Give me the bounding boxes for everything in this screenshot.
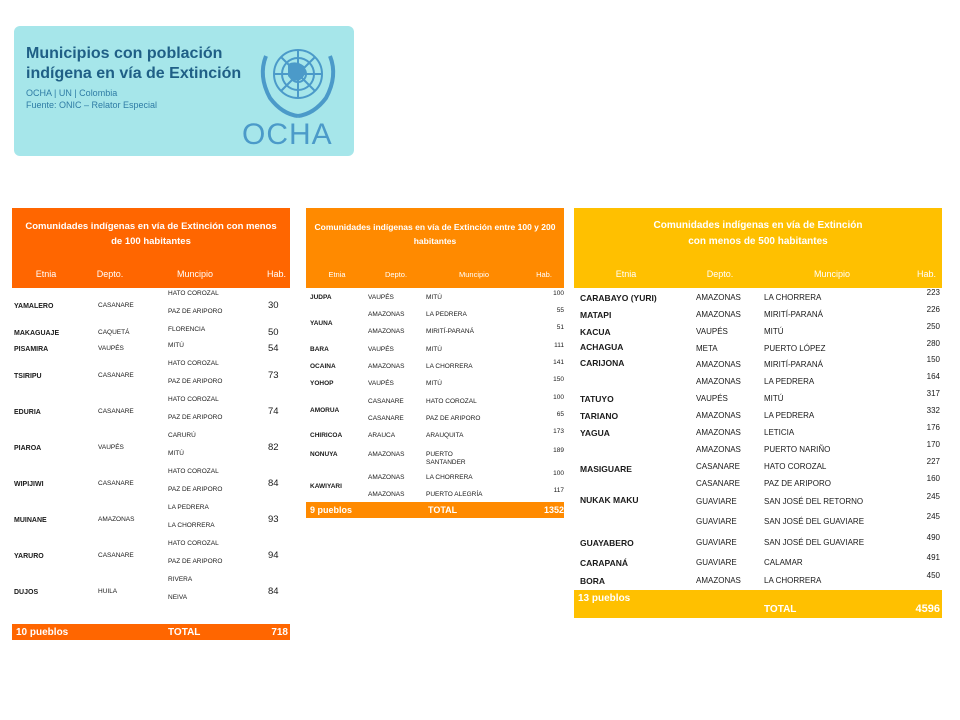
hab-cell: 55 — [556, 307, 564, 314]
depto-cell: GUAVIARE — [696, 497, 737, 506]
hab-cell: 54 — [268, 343, 279, 354]
etnia-cell: CHIRICOA — [310, 432, 343, 439]
depto-cell: CASANARE — [98, 552, 134, 559]
depto-cell: CASANARE — [98, 408, 134, 415]
municipio-cell: PAZ DE ARIPORO — [764, 479, 831, 488]
municipio-cell: MIRITÍ-PARANÁ — [764, 310, 823, 319]
municipio-cell: LA PEDRERA — [764, 377, 815, 386]
municipio-cell: CARURÚ — [168, 432, 196, 439]
total-value: 718 — [271, 626, 288, 638]
total-label: TOTAL — [168, 626, 201, 638]
header-card — [14, 26, 354, 156]
etnia-cell: KACUA — [580, 327, 611, 337]
municipio-cell: RIVERA — [168, 576, 193, 583]
depto-cell: CASANARE — [368, 415, 404, 422]
hab-cell: 100 — [553, 394, 564, 401]
col-etnia: Etnia — [35, 269, 57, 279]
depto-cell: CASANARE — [98, 302, 134, 309]
total-pueblos: 10 pueblos — [16, 626, 69, 638]
depto-cell: AMAZONAS — [696, 411, 741, 420]
municipio-cell: PUERTO NARIÑO — [764, 445, 831, 454]
municipio-cell: HATO COROZAL — [168, 360, 219, 367]
depto-cell: AMAZONAS — [696, 310, 741, 319]
total-value: 1352 — [543, 505, 564, 515]
depto-cell: AMAZONAS — [696, 360, 741, 369]
hab-cell: 150 — [926, 355, 940, 364]
etnia-cell: ACHAGUA — [580, 342, 624, 352]
etnia-cell: PISAMIRA — [14, 346, 49, 353]
depto-cell: HUILA — [98, 588, 118, 595]
hab-cell: 317 — [926, 389, 940, 398]
depto-cell: VAUPÉS — [368, 380, 394, 387]
col-depto: Depto. — [96, 269, 124, 279]
etnia-cell: MUINANE — [14, 517, 47, 524]
municipio-cell: ARAUQUITA — [426, 432, 464, 439]
etnia-cell: MAKAGUAJE — [14, 330, 60, 337]
depto-cell: CASANARE — [696, 462, 741, 471]
table1-title: Comunidades indígenas en vía de Extinción con menos de 100 habitantes — [12, 208, 290, 260]
municipio-cell: PAZ DE ARIPORO — [168, 308, 223, 315]
municipio-cell: MIRITÍ-PARANÁ — [426, 328, 474, 335]
etnia-cell: OCAINA — [310, 363, 336, 370]
municipio-cell: PAZ DE ARIPORO — [168, 486, 223, 493]
table3-header-row — [574, 260, 942, 288]
depto-cell: AMAZONAS — [368, 491, 405, 498]
hab-cell: 245 — [926, 512, 940, 521]
hab-cell: 50 — [268, 327, 279, 338]
municipio-cell: MITÚ — [168, 342, 184, 349]
table-under-100 — [12, 208, 290, 640]
etnia-cell: NONUYA — [310, 451, 338, 458]
hab-cell: 51 — [556, 324, 564, 331]
table2-header-row — [306, 260, 564, 288]
depto-cell: CASANARE — [98, 480, 134, 487]
etnia-cell: BARA — [310, 346, 329, 353]
municipio-cell: PUERTO ALEGRÍA — [426, 491, 483, 498]
hab-cell: 160 — [926, 474, 940, 483]
hab-cell: 491 — [926, 553, 940, 562]
municipio-cell: MITÚ — [764, 394, 784, 403]
municipio-cell: HATO COROZAL — [168, 396, 219, 403]
etnia-cell: CARABAYO (YURI) — [580, 293, 657, 303]
col-municipio: Muncipio — [176, 269, 214, 279]
hab-cell: 150 — [553, 376, 564, 383]
municipio-cell: MIRITÍ-PARANÁ — [764, 360, 823, 369]
hab-cell: 30 — [268, 300, 279, 311]
hab-cell: 84 — [268, 478, 279, 489]
municipio-cell: MITÚ — [168, 450, 184, 457]
etnia-cell: MATAPI — [580, 310, 612, 320]
table-100-200 — [306, 208, 564, 518]
etnia-cell: TSIRIPU — [14, 373, 42, 380]
total-pueblos: 9 pueblos — [310, 505, 353, 515]
etnia-cell: YAUNA — [310, 320, 333, 327]
hab-cell: 164 — [926, 372, 940, 381]
depto-cell: GUAVIARE — [696, 538, 737, 547]
table2-total-row — [306, 502, 564, 518]
municipio-cell: LA CHORRERA — [168, 522, 215, 529]
municipio-cell: HATO COROZAL — [168, 468, 219, 475]
total-value: 4596 — [915, 603, 940, 615]
hab-cell: 332 — [926, 406, 940, 415]
etnia-cell: CARAPANÁ — [580, 558, 629, 568]
hab-cell: 245 — [926, 492, 940, 501]
hab-cell: 490 — [926, 533, 940, 542]
municipio-cell: LA CHORRERA — [426, 474, 473, 481]
etnia-cell: GUAYABERO — [580, 538, 634, 548]
municipio-cell: PAZ DE ARIPORO — [426, 415, 481, 422]
depto-cell: CAQUETÁ — [98, 329, 130, 336]
hab-cell: 100 — [553, 290, 564, 297]
municipio-cell: SAN JOSÉ DEL RETORNO — [764, 497, 864, 506]
hab-cell: 227 — [926, 457, 940, 466]
etnia-cell: PIAROA — [14, 445, 42, 452]
municipio-cell: LA CHORRERA — [764, 293, 822, 302]
municipio-cell: HATO COROZAL — [426, 398, 477, 405]
municipio-cell: CALAMAR — [764, 558, 803, 567]
table3-total-row — [574, 590, 942, 618]
depto-cell: VAUPÉS — [98, 345, 124, 352]
municipio-cell: MITÚ — [426, 380, 442, 387]
col-etnia: Etnia — [615, 269, 637, 279]
hab-cell: 223 — [926, 288, 940, 297]
subtitle-org: OCHA | UN | Colombia — [26, 88, 118, 98]
hab-cell: 74 — [268, 406, 279, 417]
depto-cell: GUAVIARE — [696, 517, 737, 526]
depto-cell: VAUPÉS — [368, 294, 394, 301]
depto-cell: ARAUCA — [368, 432, 396, 439]
depto-cell: AMAZONAS — [368, 363, 405, 370]
etnia-cell: TATUYO — [580, 394, 614, 404]
depto-cell: AMAZONAS — [368, 328, 405, 335]
etnia-cell: YARURO — [14, 553, 44, 560]
municipio-cell: HATO COROZAL — [168, 540, 219, 547]
depto-cell: VAUPÉS — [696, 394, 728, 403]
depto-cell: CASANARE — [696, 479, 741, 488]
col-depto: Depto. — [706, 269, 734, 279]
etnia-cell: MASIGUARE — [580, 464, 632, 474]
municipio-cell: SAN JOSÉ DEL GUAVIARE — [764, 517, 865, 526]
municipio-cell: LA CHORRERA — [426, 363, 473, 370]
table1-header-row — [12, 260, 290, 288]
table2-title: Comunidades indígenas en vía de Extinción entre 100 y 200 habitantes — [306, 208, 564, 260]
depto-cell: AMAZONAS — [696, 576, 741, 585]
etnia-cell: JUDPA — [310, 294, 332, 301]
hab-cell: 84 — [268, 586, 279, 597]
municipio-cell: LA PEDRERA — [168, 504, 209, 511]
etnia-cell: WIPIJIWI — [14, 481, 44, 488]
hab-cell: 117 — [553, 487, 564, 494]
etnia-cell: NUKAK MAKU — [580, 495, 639, 505]
depto-cell: AMAZONAS — [98, 516, 135, 523]
hab-cell: 111 — [554, 342, 564, 349]
depto-cell: AMAZONAS — [368, 311, 405, 318]
table1-total-row — [12, 624, 290, 640]
municipio-cell: NEIVA — [168, 594, 188, 601]
ocha-logo-text: OCHA — [242, 118, 333, 151]
municipio-cell: LETICIA — [764, 428, 795, 437]
depto-cell: AMAZONAS — [696, 377, 741, 386]
municipio-cell: LA PEDRERA — [426, 311, 467, 318]
hab-cell: 93 — [268, 514, 279, 525]
table3-title-line1: Comunidades indígenas en vía de Extinción — [653, 220, 863, 231]
hab-cell: 100 — [553, 470, 564, 477]
depto-cell: AMAZONAS — [368, 451, 405, 458]
hab-cell: 94 — [268, 550, 279, 561]
municipio-cell: PUERTO LÓPEZ — [764, 344, 826, 353]
hab-cell: 280 — [926, 339, 940, 348]
depto-cell: AMAZONAS — [696, 293, 741, 302]
etnia-cell: BORA — [580, 576, 606, 586]
hab-cell: 65 — [556, 411, 564, 418]
hab-cell: 141 — [553, 359, 564, 366]
municipio-cell: MITÚ — [426, 294, 442, 301]
depto-cell: CASANARE — [368, 398, 404, 405]
municipio-cell: SAN JOSÉ DEL GUAVIARE — [764, 538, 865, 547]
depto-cell: META — [696, 344, 718, 353]
municipio-cell: PUERTO SANTANDER — [426, 451, 466, 466]
etnia-cell: YAGUA — [580, 428, 610, 438]
page-title: Municipios con población indígena en vía de Extinción — [26, 45, 242, 82]
etnia-cell: AMORUA — [310, 407, 340, 414]
depto-cell: GUAVIARE — [696, 558, 737, 567]
hab-cell: 450 — [926, 571, 940, 580]
depto-cell: VAUPÉS — [98, 444, 124, 451]
depto-cell: VAUPÉS — [368, 346, 394, 353]
municipio-cell: MITÚ — [764, 327, 784, 336]
municipio-cell: LA PEDRERA — [764, 411, 815, 420]
col-depto: Depto. — [384, 269, 408, 279]
col-hab: Hab. — [536, 269, 552, 279]
depto-cell: AMAZONAS — [696, 428, 741, 437]
col-hab: Hab. — [916, 269, 936, 279]
municipio-cell: PAZ DE ARIPORO — [168, 378, 223, 385]
table3-title-line2: con menos de 500 habitantes — [688, 236, 828, 247]
municipio-cell: HATO COROZAL — [764, 462, 827, 471]
table3-title — [574, 208, 942, 260]
municipio-cell: LA CHORRERA — [764, 576, 822, 585]
etnia-cell: CARIJONA — [580, 358, 625, 368]
etnia-cell: DUJOS — [14, 589, 39, 596]
total-label: TOTAL — [428, 505, 458, 515]
hab-cell: 189 — [553, 447, 564, 454]
table-under-500 — [574, 208, 942, 618]
etnia-cell: YOHOP — [310, 380, 334, 387]
depto-cell: AMAZONAS — [696, 445, 741, 454]
col-hab: Hab. — [266, 269, 286, 279]
depto-cell: CASANARE — [98, 372, 134, 379]
hab-cell: 73 — [268, 370, 279, 381]
municipio-cell: PAZ DE ARIPORO — [168, 414, 223, 421]
hab-cell: 173 — [553, 428, 564, 435]
col-municipio: Muncipio — [458, 269, 489, 279]
etnia-cell: KAWIYARI — [310, 483, 342, 490]
col-etnia: Etnia — [328, 269, 346, 279]
depto-cell: AMAZONAS — [368, 474, 405, 481]
hab-cell: 250 — [926, 322, 940, 331]
total-label: TOTAL — [764, 604, 797, 615]
subtitle-source: Fuente: ONIC – Relator Especial — [26, 100, 158, 110]
depto-cell: VAUPÉS — [696, 327, 728, 336]
municipio-cell: MITÚ — [426, 346, 442, 353]
municipio-cell: PAZ DE ARIPORO — [168, 558, 223, 565]
un-emblem-icon — [248, 26, 348, 126]
etnia-cell: YAMALERO — [14, 303, 54, 310]
etnia-cell: EDURIA — [14, 409, 41, 416]
municipio-cell: FLORENCIA — [168, 326, 206, 333]
hab-cell: 226 — [926, 305, 940, 314]
hab-cell: 176 — [926, 423, 940, 432]
hab-cell: 82 — [268, 442, 279, 453]
col-municipio: Muncipio — [813, 269, 851, 279]
hab-cell: 170 — [926, 440, 940, 449]
etnia-cell: TARIANO — [580, 411, 619, 421]
total-pueblos: 13 pueblos — [578, 593, 631, 604]
municipio-cell: HATO COROZAL — [168, 290, 219, 297]
